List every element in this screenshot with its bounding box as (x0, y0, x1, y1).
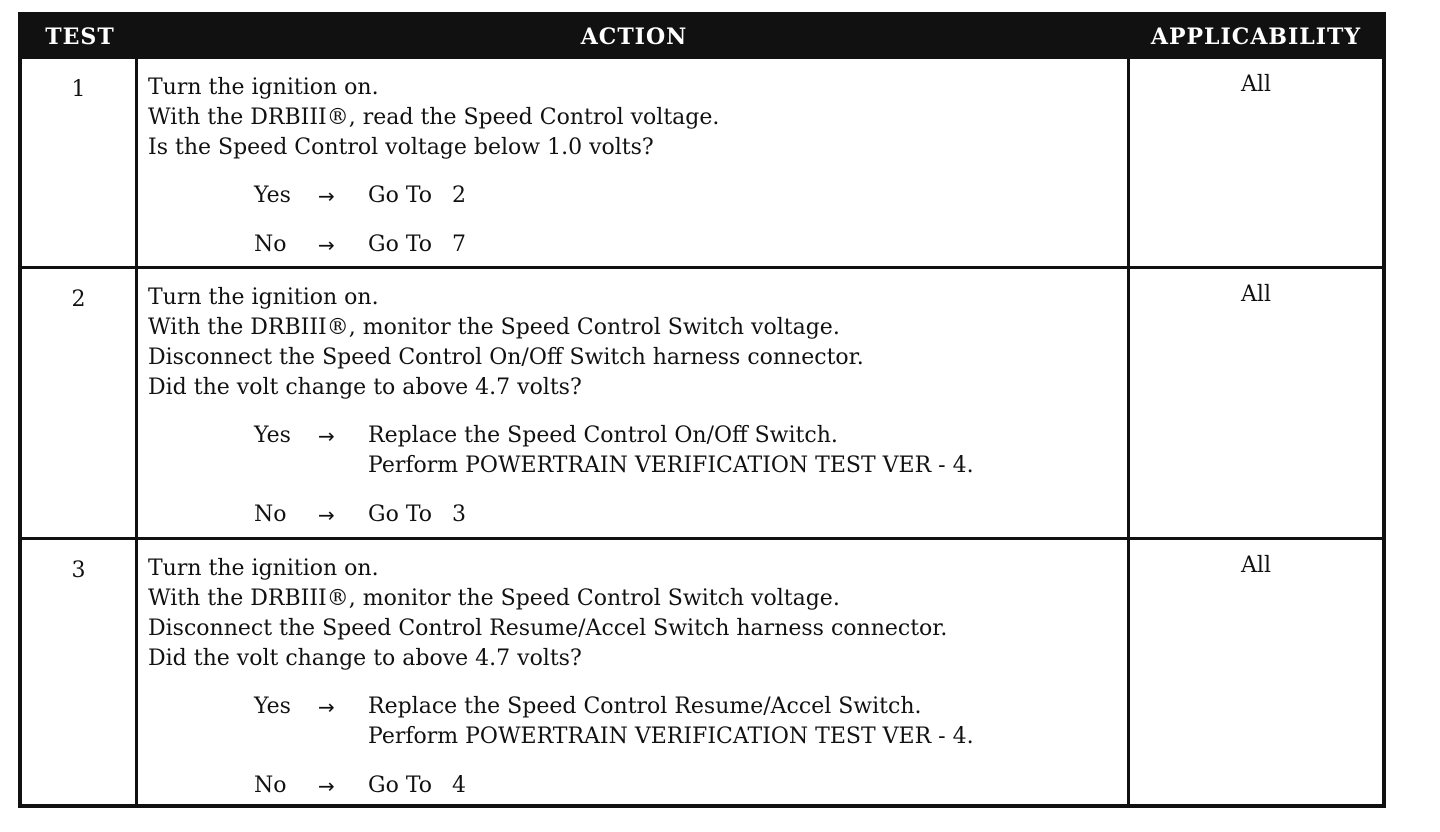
verification-instruction: Perform POWERTRAIN VERIFICATION TEST VER - 4. (368, 453, 974, 478)
goto-label: Go To (368, 502, 433, 527)
step-line: With the DRBIII®, read the Speed Control voltage. (148, 105, 720, 130)
yes-label: Yes (254, 423, 291, 448)
repair-instruction: Replace the Speed Control On/Off Switch. (368, 423, 838, 448)
no-label: No (254, 502, 287, 527)
no-branch (148, 230, 1127, 260)
test-number: 2 (22, 269, 138, 538)
right-arrow-icon: → (318, 774, 335, 798)
branch-list (148, 692, 1127, 801)
table-row-test-3 (22, 537, 1382, 808)
no-label: No (254, 773, 287, 798)
table-row-test-2 (22, 266, 1382, 538)
branch-result (368, 181, 466, 211)
action-cell (138, 59, 1130, 267)
step-line: Turn the ignition on. (148, 75, 379, 100)
no-label: No (254, 232, 287, 257)
step-line: Disconnect the Speed Control On/Off Switch harness connector. (148, 345, 864, 370)
goto-label: Go To (368, 773, 433, 798)
step-line: With the DRBIII®, monitor the Speed Control Switch voltage. (148, 315, 840, 340)
yes-branch (148, 692, 1127, 752)
branch-result (368, 421, 974, 481)
step-line: Did the volt change to above 4.7 volts? (148, 646, 582, 671)
test-number: 1 (22, 59, 138, 267)
test-number: 3 (22, 540, 138, 808)
repair-instruction: Replace the Speed Control Resume/Accel Switch. (368, 694, 922, 719)
goto-target: 2 (452, 183, 467, 208)
right-arrow-icon: → (318, 184, 335, 208)
goto-target: 4 (452, 773, 467, 798)
header-action: ACTION (580, 24, 688, 50)
right-arrow-icon: → (318, 233, 335, 257)
verification-instruction: Perform POWERTRAIN VERIFICATION TEST VER - 4. (368, 724, 974, 749)
branch-list (148, 421, 1127, 530)
branch-result (368, 500, 466, 530)
action-cell (138, 540, 1130, 808)
action-cell (138, 269, 1130, 538)
applicability-value: All (1241, 553, 1271, 578)
goto-target: 7 (452, 232, 467, 257)
no-branch (148, 500, 1127, 530)
step-line: Turn the ignition on. (148, 285, 379, 310)
applicability-value: All (1241, 72, 1271, 97)
yes-branch (148, 421, 1127, 481)
no-branch (148, 771, 1127, 801)
branch-result (368, 771, 466, 801)
yes-branch (148, 181, 1127, 211)
goto-label: Go To (368, 183, 433, 208)
step-line: With the DRBIII®, monitor the Speed Control Switch voltage. (148, 586, 840, 611)
right-arrow-icon: → (318, 503, 335, 527)
step-line: Turn the ignition on. (148, 556, 379, 581)
yes-label: Yes (254, 183, 291, 208)
table-header (22, 16, 1382, 56)
applicability-value: All (1241, 282, 1271, 307)
branch-result (368, 230, 466, 260)
header-applicability: APPLICABILITY (1150, 24, 1362, 50)
yes-label: Yes (254, 694, 291, 719)
branch-list (148, 181, 1127, 260)
right-arrow-icon: → (318, 424, 335, 448)
goto-label: Go To (368, 232, 433, 257)
branch-result (368, 692, 974, 752)
diagnostic-test-table (18, 12, 1386, 808)
right-arrow-icon: → (318, 695, 335, 719)
step-line: Disconnect the Speed Control Resume/Accel Switch harness connector. (148, 616, 948, 641)
step-line: Did the volt change to above 4.7 volts? (148, 375, 582, 400)
header-test: TEST (45, 24, 115, 50)
step-line: Is the Speed Control voltage below 1.0 volts? (148, 135, 654, 160)
goto-target: 3 (452, 502, 467, 527)
table-row-test-1 (22, 56, 1382, 267)
